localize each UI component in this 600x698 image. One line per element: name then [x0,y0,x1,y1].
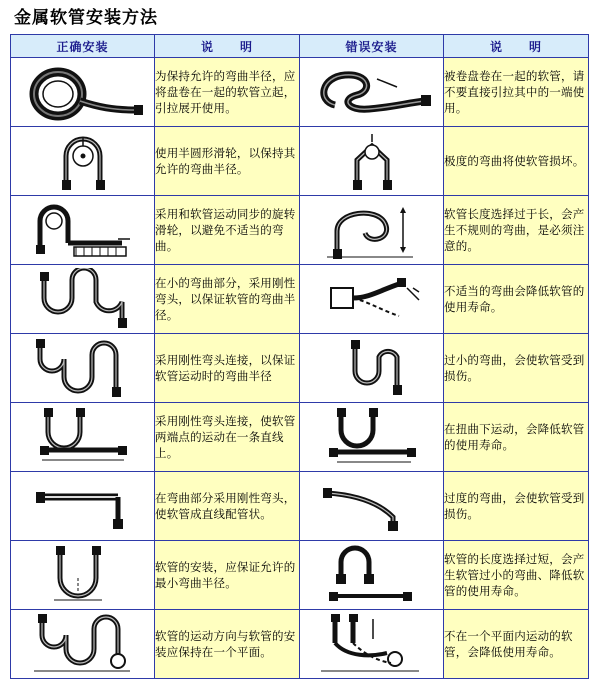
description-correct: 软管的运动方向与软管的安装应保持在一个平面。 [155,610,300,679]
figure-cell-correct [11,610,155,679]
figure-cell-correct [11,403,155,472]
figure-cell-correct [11,58,155,127]
figure-cell-wrong [300,58,444,127]
description-wrong: 不适当的弯曲会降低软管的使用寿命。 [444,265,589,334]
description-correct: 采用刚性弯头连接，使软管两端点的运动在一条直线上。 [155,403,300,472]
same-plane-motion-icon [18,613,148,675]
description-wrong: 过度的弯曲，会使软管受到损伤。 [444,472,589,541]
table-row [11,196,589,265]
too-small-bend-icon [307,337,437,399]
description-wrong: 过小的弯曲，会使软管受到损伤。 [444,334,589,403]
description-correct: 在小的弯曲部分，采用刚性弯头，以保证软管的弯曲半径。 [155,265,300,334]
figure-cell-wrong [300,334,444,403]
description-wrong: 软管的长度选择过短，会产生软管过小的弯曲、降低软管的使用寿命。 [444,541,589,610]
torsion-motion-icon [307,406,437,468]
semicircular-sheave-icon [18,130,148,192]
table-row [11,265,589,334]
out-of-plane-motion-icon [307,613,437,675]
description-wrong: 被卷盘卷在一起的软管，请不要直接引拉其中的一端使用。 [444,58,589,127]
rigid-elbow-motion-icon [18,337,148,399]
figure-cell-correct [11,196,155,265]
table-row [11,127,589,196]
figure-cell-correct [11,265,155,334]
sharp-bend-pulley-icon [307,130,437,192]
header-correct-install: 正确安装 [11,35,155,58]
header-row [11,35,589,58]
installation-methods-table [10,34,589,679]
min-bend-radius-icon [18,544,148,606]
rotating-sheave-sync-icon [18,199,148,261]
description-wrong: 极度的弯曲将使软管损坏。 [444,127,589,196]
table-row [11,403,589,472]
straight-pipe-elbow-icon [18,475,148,537]
description-correct: 使用半圆形滑轮，以保持其允许的弯曲半径。 [155,127,300,196]
page-title: 金属软管安装方法 [14,8,158,28]
figure-cell-wrong [300,610,444,679]
description-correct: 为保持允许的弯曲半径，应将盘卷在一起的软管立起，引拉展开使用。 [155,58,300,127]
table-row [11,334,589,403]
figure-cell-wrong [300,196,444,265]
improper-bend-icon [307,268,437,330]
description-wrong: 在扭曲下运动，会降低软管的使用寿命。 [444,403,589,472]
table-row [11,58,589,127]
description-wrong: 软管长度选择过于长，会产生不规则的弯曲，是必须注意的。 [444,196,589,265]
figure-cell-correct [11,472,155,541]
over-bend-icon [307,475,437,537]
figure-cell-wrong [300,403,444,472]
table-row [11,472,589,541]
table-row [11,541,589,610]
table-body [11,58,589,679]
header-wrong-desc: 说 明 [444,35,589,58]
table-header [11,35,589,58]
description-correct: 软管的安装，应保证允许的最小弯曲半径。 [155,541,300,610]
figure-cell-wrong [300,127,444,196]
header-wrong-install: 错误安装 [300,35,444,58]
figure-cell-correct [11,334,155,403]
description-correct: 在弯曲部分采用刚性弯头，使软管成直线配管状。 [155,472,300,541]
figure-cell-correct [11,127,155,196]
excess-length-loop-icon [307,199,437,261]
description-correct: 采用和软管运动同步的旋转滑轮，以避免不适当的弯曲。 [155,196,300,265]
figure-cell-wrong [300,541,444,610]
description-correct: 采用刚性弯头连接，以保证软管运动时的弯曲半径 [155,334,300,403]
coiled-hose-vertical-icon [18,61,148,123]
straight-line-motion-icon [18,406,148,468]
too-short-length-icon [307,544,437,606]
figure-cell-wrong [300,265,444,334]
figure-cell-wrong [300,472,444,541]
table-row [11,610,589,679]
description-wrong: 不在一个平面内运动的软管，会降低使用寿命。 [444,610,589,679]
coiled-hose-pulled-icon [307,61,437,123]
rigid-elbow-small-bend-icon [18,268,148,330]
header-correct-desc: 说 明 [155,35,300,58]
figure-cell-correct [11,541,155,610]
